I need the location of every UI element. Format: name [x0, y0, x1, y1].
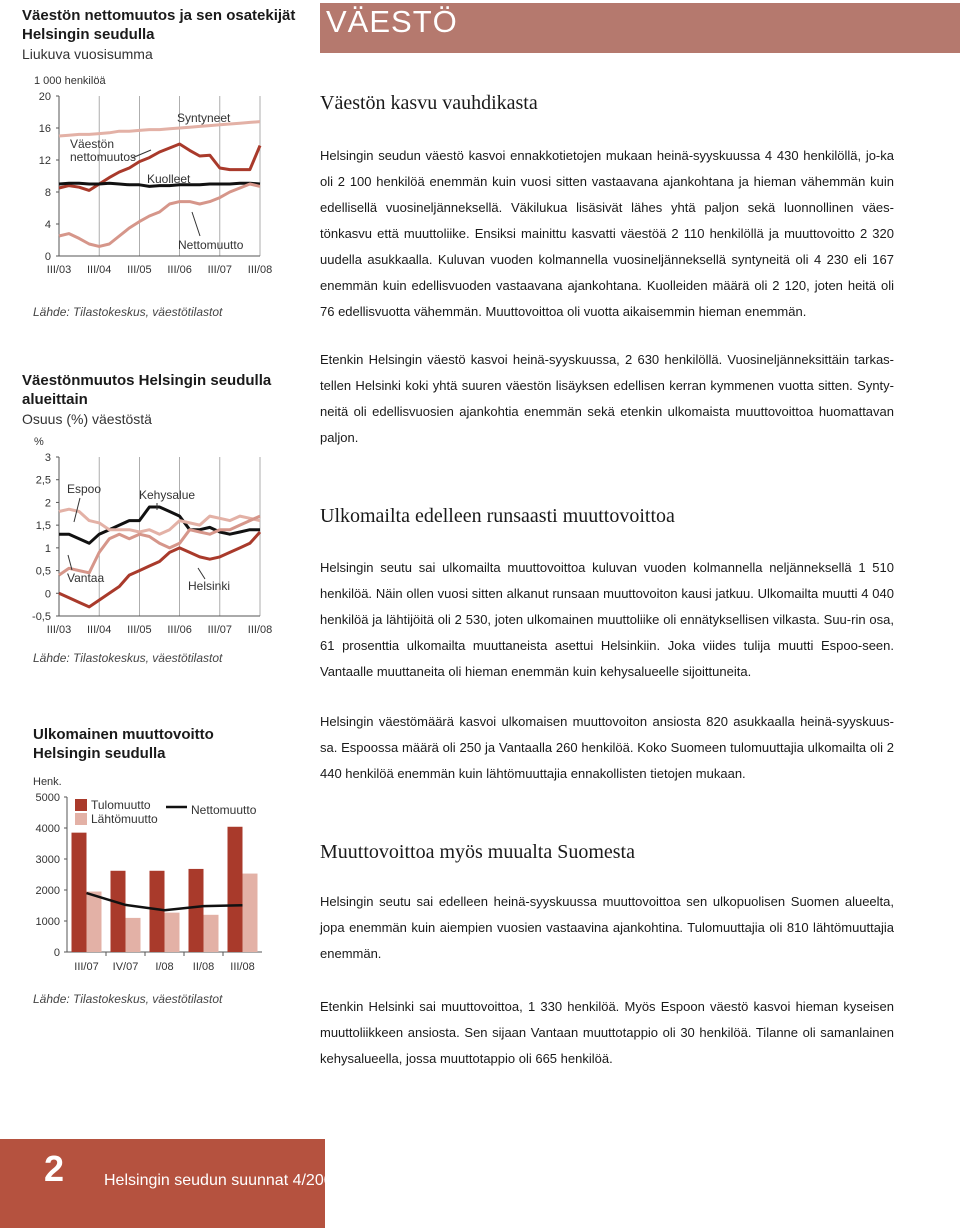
- heading-3: Muuttovoittoa myös muualta Suomesta: [320, 841, 635, 863]
- y-tick-label: 1: [44, 542, 51, 555]
- y-tick-label: 16: [38, 123, 51, 135]
- unit-label: 1 000 henkilöä: [34, 75, 106, 87]
- page-number: 2: [44, 1148, 65, 1189]
- label-leader: [198, 568, 205, 579]
- x-tick-label: III/06: [167, 624, 192, 636]
- chart2-subtitle: Osuus (%) väestöstä: [22, 411, 152, 427]
- y-tick-label: 0,5: [35, 565, 51, 578]
- y-tick-label: 4000: [35, 823, 60, 835]
- section-title: VÄESTÖ: [326, 4, 458, 39]
- unit-label: %: [34, 436, 44, 448]
- legend-swatch-lahtomuutto: [75, 813, 87, 825]
- chart1-source: Lähde: Tilastokeskus, väestötilastot: [33, 305, 223, 319]
- publication-name: Helsingin seudun suunnat 4/2008: [104, 1172, 342, 1189]
- legend-label-tulomuutto: Tulomuutto: [91, 798, 151, 812]
- y-tick-label: 0: [44, 588, 51, 601]
- chart3-title: Ulkomainen muuttovoitto Helsingin seudulla: [33, 726, 214, 762]
- y-tick-label: 4: [44, 219, 51, 231]
- y-tick-label: 5000: [35, 792, 60, 804]
- bar-tulomuutto: [228, 827, 243, 952]
- bar-lahtomuutto: [243, 874, 258, 952]
- y-tick-label: 12: [38, 155, 51, 167]
- x-tick-label: II/08: [192, 961, 215, 973]
- paragraph-3-1: Helsingin seutu sai edelleen heinä-syyskuussa muuttovoittoa sen ulkopuolisen Suomen alueelta, jopa enemmän kuin aiempien vuosien vastaavina ajankohtina. Tulomuuttajia oli 810 lähtömuuttajia enemmän.: [320, 894, 894, 961]
- paragraph-1-2: Etenkin Helsingin väestö kasvoi heinä-syyskuussa, 2 630 henkilöllä. Vuosineljänneksittäin tarkas-tellen Helsinki koki yhtä suuren väestön lisäyksen edellisen kerran kymmenen vuotta sitten. Synty-neitä oli edellisvuosien ajankohtia enemmän sekä etenkin ulkomaista muuttovoittoa huomattavan paljon.: [320, 352, 894, 445]
- legend-label-lahtomuutto: Lähtömuutto: [91, 812, 158, 826]
- y-tick-label: 3: [44, 452, 51, 464]
- y-tick-label: 2: [44, 497, 51, 510]
- y-tick-label: 0: [44, 251, 51, 263]
- series-label-kehysalue: Kehysalue: [139, 488, 196, 502]
- x-tick-label: III/06: [167, 264, 192, 276]
- y-tick-label: 2,5: [35, 474, 51, 487]
- x-tick-label: I/08: [155, 961, 174, 973]
- bar-tulomuutto: [111, 871, 126, 952]
- heading-1: Väestön kasvu vauhdikasta: [320, 92, 538, 114]
- bar-tulomuutto: [150, 871, 165, 952]
- x-tick-label: III/07: [207, 624, 233, 636]
- chart2-title: Väestönmuutos Helsingin seudulla alueittain: [22, 372, 272, 408]
- series-label-syntyneet: Syntyneet: [177, 111, 231, 125]
- x-tick-label: III/04: [86, 624, 112, 636]
- legend-swatch-tulomuutto: [75, 799, 87, 811]
- unit-label: Henk.: [33, 776, 62, 788]
- x-tick-label: III/03: [46, 624, 72, 636]
- x-tick-label: III/03: [46, 264, 72, 276]
- x-tick-label: III/08: [247, 624, 273, 636]
- chart3-source: Lähde: Tilastokeskus, väestötilastot: [33, 992, 223, 1006]
- x-tick-label: III/04: [86, 264, 112, 276]
- chart2-source: Lähde: Tilastokeskus, väestötilastot: [33, 651, 223, 665]
- chart1-title: Väestön nettomuutos ja sen osatekijät Helsingin seudulla: [22, 7, 296, 43]
- y-tick-label: -0,5: [32, 611, 51, 623]
- x-tick-label: III/07: [74, 961, 99, 973]
- x-tick-label: III/07: [207, 264, 233, 276]
- y-tick-label: 1000: [35, 916, 60, 928]
- series-label-helsinki: Helsinki: [188, 579, 231, 593]
- y-tick-label: 1,5: [35, 520, 51, 533]
- x-tick-label: III/05: [127, 624, 152, 636]
- chart3: [20, 772, 320, 980]
- bar-lahtomuutto: [165, 913, 180, 952]
- series-label-espoo: Espoo: [67, 482, 102, 496]
- x-tick-label: III/05: [127, 264, 152, 276]
- y-tick-label: 2000: [35, 885, 60, 897]
- y-tick-label: 8: [44, 187, 51, 199]
- series-label-kuolleet: Kuolleet: [147, 172, 191, 186]
- bar-tulomuutto: [72, 833, 87, 952]
- legend-label-nettomuutto: Nettomuutto: [191, 803, 257, 817]
- x-tick-label: III/08: [247, 264, 273, 276]
- paragraph-2-1: Helsingin seutu sai ulkomailta muuttovoittoa kuluvan vuoden kolmannella neljänneksellä 1 510 henkilöä. Näin ollen vuosi sitten alkanut runsaan muuttovoiton kausi jatkuu. Ulkomailta muutti 4 040 henkilöä ja lähtijöitä oli 2 530, joten ulkomainen muuttoliike oli ennätyksellisen vilkasta. Suu-rin osa, 61 prosenttia ulkomailta muuttaneista asettui Helsinkiin. Joka viides tulija muutti Espoo-seen. Vantaalle muuttaneita oli hieman enemmän kuin kehysalueelle sijoittuneita.: [320, 560, 894, 679]
- bar-tulomuutto: [189, 869, 204, 952]
- y-tick-label: 3000: [35, 854, 60, 866]
- bar-lahtomuutto: [126, 918, 141, 952]
- chart1-subtitle: Liukuva vuosisumma: [22, 46, 153, 62]
- chart2: [20, 430, 320, 642]
- x-tick-label: IV/07: [112, 961, 139, 973]
- series-label-nettomuutos: Väestön nettomuutos: [70, 137, 137, 164]
- paragraph-2-2: Helsingin väestömäärä kasvoi ulkomaisen muuttovoiton ansiosta 820 asukkaalla heinä-syyskuus-sa. Espoossa määrä oli 250 ja Vantaalla 260 henkilöä. Koko Suomeen tulomuuttajia ulkomailta oli 2 440 henkilöä enemmän kuin lähtömuuttajia ennakollisten tietojen mukaan.: [320, 714, 894, 781]
- series-line-2: [59, 516, 260, 575]
- heading-2: Ulkomailta edelleen runsaasti muuttovoittoa: [320, 505, 675, 527]
- bar-lahtomuutto: [204, 915, 219, 952]
- paragraph-1-1: Helsingin seudun väestö kasvoi ennakkotietojen mukaan heinä-syyskuussa 4 430 henkilöllä, jo-ka oli 2 100 henkilöä enemmän kuin vuosi sitten vastaavana ajankohtana ja hieman vähemmän kuin edellisellä vuosineljänneksellä. Väkilukua lisäsivät lähes yhtä paljon sekä luonnollinen väes-tönkasvu että muuttoliike. Ensiksi mainittu kasvatti väestöä 2 110 henkilöllä ja muuttovoitto 2 320 uudella asukkaalla. Kuluvan vuoden kolmannella vuosineljänneksellä syntyneitä oli 4 230 eli 167 enemmän kuin edellisvuoden vastaavana ajankohtana. Kuolleiden määrä oli 2 120, joten heitä oli 76 edellisvuotta vähemmän. Muuttovoittoa oli vuotta aikaisemmin hieman enemmän.: [320, 148, 894, 319]
- paragraph-3-2: Etenkin Helsinki sai muuttovoittoa, 1 330 henkilöä. Myös Espoon väestö kasvoi hieman kyseisen muuttoliikkeen ansiosta. Sen sijaan Vantaan muuttotappio oli 30 henkilöä. Tilanne oli samanlainen kehysalueella, jossa muuttotappio oli 665 henkilöä.: [320, 999, 894, 1066]
- series-label-vantaa: Vantaa: [67, 571, 105, 585]
- x-tick-label: III/08: [230, 961, 255, 973]
- series-line-0: [59, 507, 260, 543]
- label-leader: [192, 212, 200, 236]
- chart1: [20, 70, 320, 305]
- y-tick-label: 20: [38, 91, 51, 103]
- series-label-nettomuutto: Nettomuutto: [178, 238, 244, 252]
- bar-lahtomuutto: [87, 892, 102, 952]
- y-tick-label: 0: [53, 947, 60, 959]
